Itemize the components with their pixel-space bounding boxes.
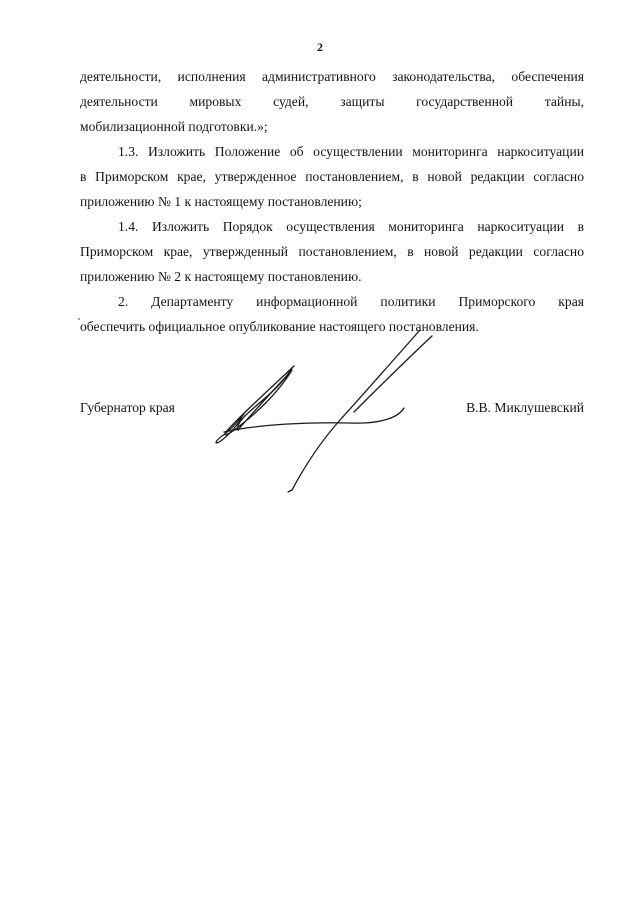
text-line: приложению № 1 к настоящему постановлению; <box>80 194 362 209</box>
text-line: приложению № 2 к настоящему постановлению. <box>80 269 362 284</box>
text-line: мобилизационной подготовки.»; <box>80 119 268 134</box>
signatory-name: В.В. Миклушевский <box>466 400 584 415</box>
margin-mark <box>78 318 80 320</box>
text-line: 1.3. Изложить Положение об осуществлении мониторинга наркоситуации <box>118 144 584 159</box>
handwritten-signature <box>200 320 460 510</box>
text-line: обеспечить официальное опубликование настоящего постановления. <box>80 319 479 334</box>
text-line: Приморском крае, утвержденный постановлением, в новой редакции согласно <box>80 244 584 259</box>
text-line: деятельности мировых судей, защиты государственной тайны, <box>80 94 584 109</box>
paragraph-continuation <box>80 64 584 139</box>
paragraph-item-1-3 <box>80 139 584 214</box>
document-body <box>80 64 584 339</box>
text-line: в Приморском крае, утвержденное постановлением, в новой редакции согласно <box>80 169 584 184</box>
paragraph-item-1-4 <box>80 214 584 289</box>
text-line: 1.4. Изложить Порядок осуществления мониторинга наркоситуации в <box>118 219 584 234</box>
page-number: 2 <box>317 40 323 54</box>
signatory-title: Губернатор края <box>80 400 175 415</box>
text-line: деятельности, исполнения административного законодательства, обеспечения <box>80 69 584 84</box>
text-line: 2. Департаменту информационной политики Приморского края <box>118 294 584 309</box>
